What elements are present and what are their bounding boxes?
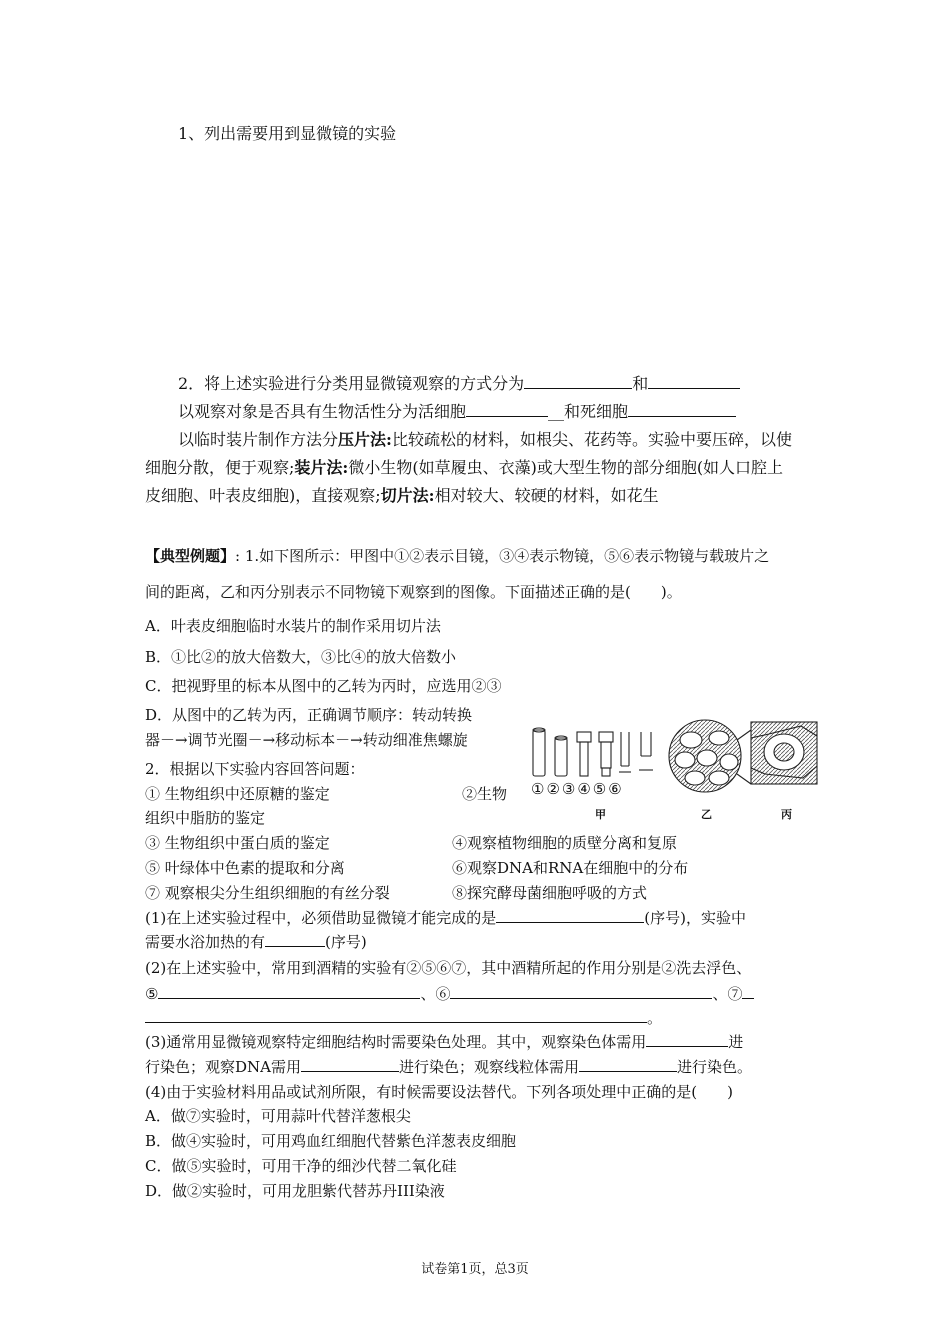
q2-part2-line2: ⑤ 、⑥ 、⑦ bbox=[145, 984, 754, 1004]
q2-option-c: C．做⑤实验时，可用干净的细沙代替二氧化硅 bbox=[145, 1157, 457, 1175]
q2-part1-line2: 需要水浴加热的有 (序号) bbox=[145, 933, 367, 951]
q2-item3: ③ 生物组织中蛋白质的鉴定 bbox=[145, 834, 330, 852]
section1-title: 1、列出需要用到显微镜的实验 bbox=[178, 124, 397, 143]
q2-part3-line2: 行染色；观察DNA需用 进行染色；观察线粒体需用 进行染色。 bbox=[145, 1058, 753, 1076]
microscope-figure bbox=[525, 718, 825, 826]
example-option-b: B．①比②的放大倍数大，③比④的放大倍数小 bbox=[145, 648, 457, 666]
q2-part2-line3: 。 bbox=[145, 1008, 662, 1028]
blank bbox=[145, 1008, 647, 1023]
section2-line1: 2．将上述实验进行分类用显微镜观察的方式分为 和 bbox=[178, 374, 740, 394]
blank bbox=[524, 374, 632, 389]
blank bbox=[646, 1032, 728, 1047]
figure-label-bing: 丙 bbox=[781, 808, 792, 821]
view-yi bbox=[669, 720, 751, 792]
q2-item2b: 组织中脂肪的鉴定 bbox=[145, 809, 266, 827]
q2-item5: ⑤ 叶绿体中色素的提取和分离 bbox=[145, 859, 345, 877]
blank bbox=[579, 1057, 677, 1072]
q2-part1-line1: (1)在上述实验过程中，必须借助显微镜才能完成的是 (序号)，实验中 bbox=[145, 909, 746, 927]
figure-label-jia: 甲 bbox=[595, 808, 606, 821]
figure-label-yi: 乙 bbox=[701, 808, 712, 821]
section2-line5: 皮细胞、叶表皮细胞)，直接观察;切片法:相对较大、较硬的材料，如花生 bbox=[145, 486, 659, 505]
section2-line2: 以观察对象是否具有生物活性分为活细胞 __和死细胞 bbox=[178, 402, 736, 422]
example-option-d2: 器－→调节光圈－→移动标本－→转动细准焦螺旋 bbox=[145, 731, 468, 749]
blank bbox=[158, 984, 420, 999]
q2-item7: ⑦ 观察根尖分生组织细胞的有丝分裂 bbox=[145, 884, 390, 902]
q2-option-d: D．做②实验时，可用龙胆紫代替苏丹III染液 bbox=[145, 1182, 445, 1200]
q2-item2a: ②生物 bbox=[462, 785, 508, 803]
blank bbox=[301, 1057, 399, 1072]
blank bbox=[648, 374, 740, 389]
example-q1-line2: 间的距离，乙和丙分别表示不同物镜下观察到的图像。下面描述正确的是( )。 bbox=[145, 583, 682, 601]
section2-line4: 细胞分散，便于观察;装片法:微小生物(如草履虫、衣藻)或大型生物的部分细胞(如人口腔上 bbox=[145, 458, 784, 477]
page-footer: 试卷第1页，总3页 bbox=[421, 1262, 529, 1277]
q2-item6: ⑥观察DNA和RNA在细胞中的分布 bbox=[452, 859, 689, 877]
blank bbox=[496, 908, 644, 923]
q2-intro: 2．根据以下实验内容回答问题： bbox=[145, 760, 365, 778]
q2-item1: ① 生物组织中还原糖的鉴定 bbox=[145, 785, 330, 803]
blank bbox=[466, 402, 548, 417]
q2-part2-line1: (2)在上述实验中，常用到酒精的实验有②⑤⑥⑦，其中酒精所起的作用分别是②洗去浮色、 bbox=[145, 959, 752, 977]
q2-part4: (4)由于实验材料用品或试剂所限，有时候需要设法替代。下列各项处理中正确的是( ) bbox=[145, 1083, 733, 1101]
microscope-figure-svg bbox=[525, 718, 825, 822]
example-q1-line1: 【典型例题】: 1.如下图所示：甲图中①②表示目镜，③④表示物镜，⑤⑥表示物镜与载玻片之 bbox=[145, 547, 770, 565]
view-bing bbox=[751, 722, 817, 784]
example-option-a: A．叶表皮细胞临时水装片的制作采用切片法 bbox=[145, 617, 441, 635]
blank bbox=[450, 984, 712, 999]
eyepiece-tubes bbox=[533, 728, 653, 776]
q2-item4: ④观察植物细胞的质壁分离和复原 bbox=[452, 834, 678, 852]
blank bbox=[265, 932, 325, 947]
q2-option-a: A．做⑦实验时，可用蒜叶代替洋葱根尖 bbox=[145, 1107, 411, 1125]
q2-item8: ⑧探究酵母菌细胞呼吸的方式 bbox=[452, 884, 648, 902]
figure-numbers: ①②③④⑤⑥ bbox=[531, 780, 624, 798]
blank bbox=[742, 984, 754, 999]
example-option-c: C．把视野里的标本从图中的乙转为丙时，应选用②③ bbox=[145, 677, 502, 695]
example-option-d1: D．从图中的乙转为丙，正确调节顺序：转动转换 bbox=[145, 706, 473, 724]
blank bbox=[628, 402, 736, 417]
q2-part3-line1: (3)通常用显微镜观察特定细胞结构时需要染色处理。其中，观察染色体需用 进 bbox=[145, 1033, 744, 1051]
q2-option-b: B．做④实验时，可用鸡血红细胞代替紫色洋葱表皮细胞 bbox=[145, 1132, 517, 1150]
section2-line3: 以临时装片制作方法分压片法:比较疏松的材料，如根尖、花药等。实验中要压碎，以使 bbox=[178, 430, 792, 449]
